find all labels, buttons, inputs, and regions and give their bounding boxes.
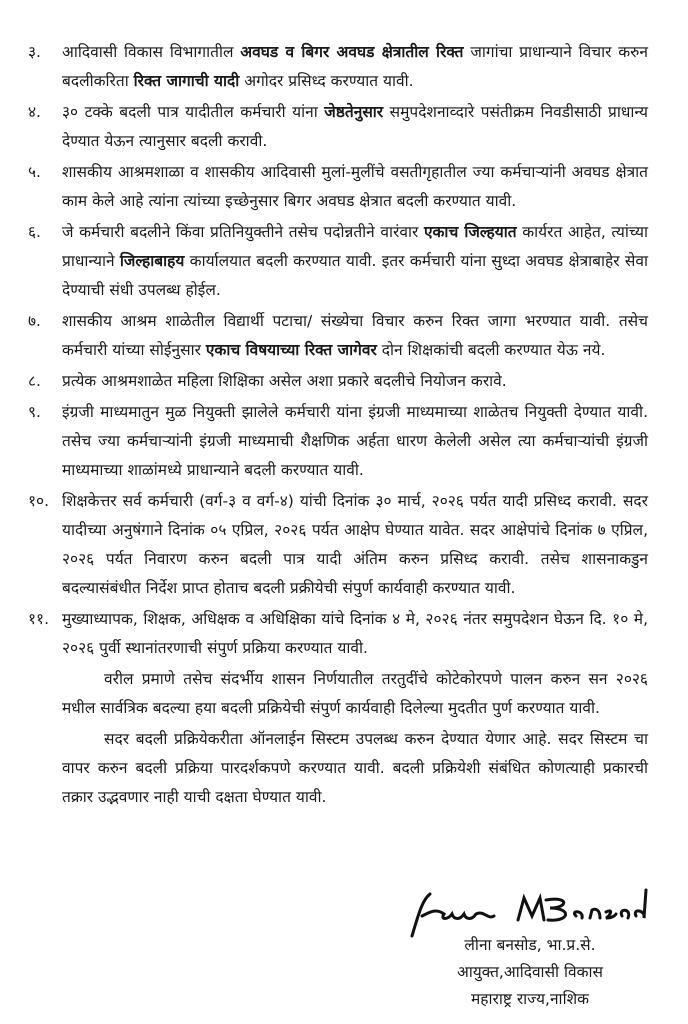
list-item (0, 218, 688, 305)
item-text: इंग्रजी माध्यमातुन मुळ नियुक्ती झालेले कर्मचारी यांना इंग्रजी माध्यमाच्या शाळेतच नियुक्ती देण्यात यावी. तसेच ज्या कर्मचाऱ्यांनी इंग्रजी माध्यमाची शैक्षणिक अर्हता धारण केलेली असेल त्या कर्मचाऱ्यांची इंग्रजी माध्यमाच्या शाळांमध्ये प्राधान्याने बदली करण्यात यावी. (62, 403, 648, 479)
list-item (0, 487, 688, 603)
instruction-list (0, 38, 688, 663)
closing-paragraph: वरील प्रमाणे तसेच संदर्भीय शासन निर्णयातील तरतुदींचे कोटेकोरपणे पालन करुन सन २०२६ मधील सार्वत्रिक बदल्या हया बदली प्रक्रियेची संपुर्ण कार्यवाही दिलेल्या मुदतीत पुर्ण करण्यात यावी. (62, 670, 648, 717)
item-text: जागांचा प्राधान्याने विचार करुन बदलीकरिता (62, 43, 648, 90)
emphasized-text: अवघड व बिगर अवघड क्षेत्रातील रिक्त (240, 43, 464, 61)
item-text: कार्यालयात बदली करण्यात यावी. इतर कर्मचारी यांना सुध्दा अवघड क्षेत्राबाहेर सेवा देण्याची संधी उपलब्ध होईल. (62, 252, 648, 299)
item-text: समुपदेशनाव्दारे पसंतीक्रम निवडीसाठी प्राधान्य देण्यात येऊन त्यानुसार बदली करावी. (62, 103, 648, 150)
emphasized-text: एकाच जिल्हयात (423, 223, 517, 241)
list-item (0, 158, 688, 216)
list-item (0, 38, 688, 96)
document-body (0, 38, 688, 814)
item-text: शासकीय आश्रम शाळेतील विद्यार्थी पटाचा/ संख्येचा विचार करुन रिक्त जागा भरण्यात यावी. तसेच कर्मचारी यांच्या सोईनुसार (62, 312, 648, 359)
closing-paragraph: सदर बदली प्रक्रियेकरीता ऑनलाईन सिस्टम उपलब्ध करुन देण्यात येणार आहे. सदर सिस्टम चा वापर करुन बदली प्रक्रिया पारदर्शकपणे करण्यात यावी. बदली प्रक्रियेशी संबंधित कोणत्याही प्रकारची तक्रार उद्भवणार नाही याची दक्षता घेण्यात यावी. (62, 730, 648, 806)
emphasized-text: जेष्ठतेनुसार (324, 103, 384, 121)
list-item (0, 98, 688, 156)
list-item (0, 307, 688, 365)
item-text: मुख्याध्यापक, शिक्षक, अधिक्षक व अधिक्षिका यांचे दिनांक ४ मे, २०२६ नंतर समुपदेशन घेऊन दि. १० मे, २०२६ पुर्वी स्थानांतरणाची संपुर्ण प्रक्रिया करण्यात यावी. (62, 610, 648, 657)
item-text: प्रत्येक आश्रमशाळेत महिला शिक्षिका असेल अशा प्रकारे बदलीचे नियोजन करावे. (62, 372, 507, 390)
signatory-name: लीना बनसोड, भा.प्र.से. (464, 936, 596, 954)
item-number: ११. (28, 610, 50, 628)
item-text: दोन शिक्षकांची बदली करण्यात येऊ नये. (376, 341, 606, 359)
emphasized-text: एकाच विषयाच्या रिक्त जागेवर (205, 341, 377, 359)
item-text: अगोदर प्रसिध्द करण्यात यावी. (239, 72, 414, 90)
item-text: शासकीय आश्रमशाळा व शासकीय आदिवासी मुलां-मुलींचे वसतीगृहातील ज्या कर्मचाऱ्यांनी अवघड क्षेत्रात काम केले आहे त्यांना त्यांच्या इच्छेनुसार बिगर अवघड क्षेत्रात बदली करण्यात यावी. (62, 163, 648, 210)
item-number: ७. (28, 312, 41, 330)
signatory-office: महाराष्ट्र राज्य,नाशिक (470, 990, 590, 1008)
item-text: ३० टक्के बदली पात्र यादीतील कर्मचारी यांना (62, 103, 325, 121)
item-text: शिक्षकेत्तर सर्व कर्मचारी (वर्ग-३ व वर्ग-४) यांची दिनांक ३० मार्च, २०२६ पर्यत यादी प्रसिध्द करावी. सदर यादीच्या अनुषंगाने दिनांक ०५ एप्रिल, २०२६ पर्यत आक्षेप घेण्यात यावेत. सदर आक्षेपांचे दिनांक ७ एप्रिल, २०२६ पर्यत निवारण करुन बदली पात्र यादी अंतिम करुन प्रसिध्द करावी. तसेच शासनाकडुन बदल्यासंबंधीत निर्देश प्राप्त होताच बदली प्रक्रीयेची संपुर्ण कार्यवाही करण्यात यावी. (62, 492, 648, 597)
item-text: जे कर्मचारी बदलीने किंवा प्रतिनियुक्तीने तसेच पदोन्नतीने वारंवार (62, 223, 424, 241)
item-number: १०. (28, 492, 50, 510)
item-text: कार्यरत आहेत, त्यांच्या प्राधान्याने (62, 223, 648, 270)
item-number: ६. (28, 223, 41, 241)
list-item (0, 367, 688, 396)
signatory-block (420, 932, 640, 1013)
list-item (0, 398, 688, 485)
item-number: ४. (28, 103, 41, 121)
item-number: ३. (28, 43, 41, 61)
item-number: ५. (28, 163, 41, 181)
emphasized-text: जिल्हाबाहय (119, 252, 185, 270)
list-item (0, 605, 688, 663)
item-number: ८. (28, 372, 41, 390)
emphasized-text: रिक्त जागाची यादी (133, 72, 240, 90)
item-number: ९. (28, 403, 41, 421)
item-text: आदिवासी विकास विभागातील (62, 43, 241, 61)
signatory-designation: आयुक्त,आदिवासी विकास (456, 963, 604, 981)
